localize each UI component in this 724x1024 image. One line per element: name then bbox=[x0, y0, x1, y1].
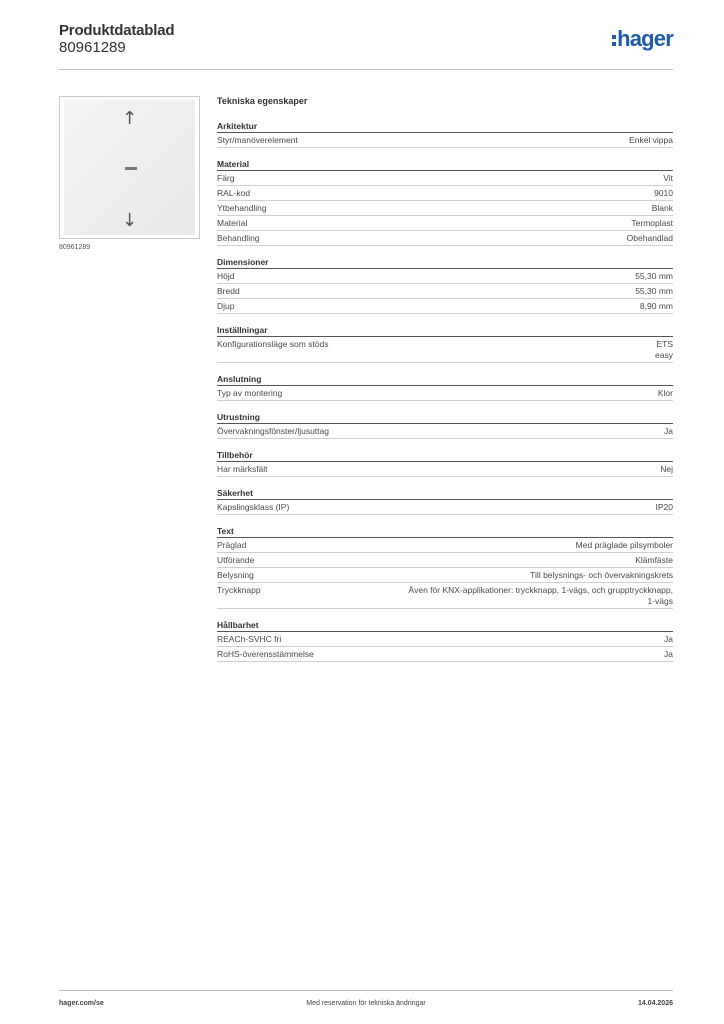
property-group bbox=[217, 618, 673, 662]
property-value bbox=[655, 339, 673, 361]
property-row bbox=[217, 299, 673, 314]
property-row bbox=[217, 424, 673, 439]
property-row bbox=[217, 500, 673, 515]
footer-website: hager.com/se bbox=[59, 1000, 104, 1007]
property-value bbox=[663, 173, 673, 184]
property-value-line: Klor bbox=[657, 387, 673, 398]
property-value-line: 8,90 mm bbox=[639, 300, 673, 311]
property-value bbox=[640, 301, 673, 312]
property-label: Behandling bbox=[217, 232, 260, 243]
arrow-down-icon: ↓ bbox=[121, 210, 138, 231]
property-value-line: Ja bbox=[664, 633, 673, 644]
property-label: Konfigurationsläge som stöds bbox=[217, 338, 329, 349]
property-row bbox=[217, 568, 673, 583]
property-label: Djup bbox=[217, 300, 235, 311]
footer-date: 14.04.2026 bbox=[637, 1000, 673, 1007]
group-title: Tillbehör bbox=[217, 448, 673, 462]
property-value-line: 9010 bbox=[654, 187, 673, 198]
arrow-up-icon: ↑ bbox=[121, 108, 138, 129]
property-value bbox=[654, 188, 673, 199]
page-header bbox=[59, 22, 673, 70]
property-value-line: Vit bbox=[663, 172, 673, 183]
technical-properties bbox=[217, 96, 673, 671]
group-title: Text bbox=[217, 524, 673, 538]
property-value-line: Även för KNX-applikationer: tryckknapp, 1-vägs, och grupptryckknapp, bbox=[408, 584, 673, 595]
property-group bbox=[217, 323, 673, 363]
property-row bbox=[217, 133, 673, 148]
property-row bbox=[217, 583, 673, 609]
property-label: Höjd bbox=[217, 270, 235, 281]
property-row bbox=[217, 186, 673, 201]
property-label: Tryckknapp bbox=[217, 584, 261, 595]
group-title: Inställningar bbox=[217, 323, 673, 337]
property-value bbox=[664, 634, 673, 645]
footer-disclaimer: Med reservation för tekniska ändringar bbox=[306, 1000, 426, 1007]
property-row bbox=[217, 231, 673, 246]
property-value bbox=[635, 271, 673, 282]
property-value bbox=[530, 570, 673, 581]
property-value-line: IP20 bbox=[655, 501, 673, 512]
property-value-line: Med präglade pilsymboler bbox=[575, 539, 673, 550]
property-row bbox=[217, 171, 673, 186]
dash-icon bbox=[125, 167, 137, 170]
property-label: REACh-SVHC fri bbox=[217, 633, 282, 644]
property-group bbox=[217, 119, 673, 148]
property-row bbox=[217, 216, 673, 231]
property-groups bbox=[217, 119, 673, 662]
property-value bbox=[660, 464, 673, 475]
property-value bbox=[658, 388, 673, 399]
property-value-line: Obehandlad bbox=[626, 232, 673, 243]
property-row bbox=[217, 553, 673, 568]
property-group bbox=[217, 372, 673, 401]
group-title: Anslutning bbox=[217, 372, 673, 386]
property-row bbox=[217, 201, 673, 216]
property-value-line: ETS bbox=[656, 338, 673, 349]
page-footer bbox=[59, 990, 673, 1007]
property-value bbox=[576, 540, 673, 551]
product-image bbox=[59, 96, 200, 239]
property-label: Material bbox=[217, 217, 248, 228]
group-title: Material bbox=[217, 157, 673, 171]
property-value-line: Blank bbox=[651, 202, 673, 213]
property-label: Färg bbox=[217, 172, 235, 183]
property-label: Bredd bbox=[217, 285, 240, 296]
property-value-line: 55,30 mm bbox=[635, 270, 673, 281]
property-label: RAL-kod bbox=[217, 187, 251, 198]
property-value bbox=[635, 555, 673, 566]
switch-rocker bbox=[64, 100, 195, 235]
property-value-line: 1-vägs bbox=[647, 595, 673, 606]
property-row bbox=[217, 632, 673, 647]
property-value-line: Nej bbox=[660, 463, 673, 474]
property-group bbox=[217, 157, 673, 246]
property-row bbox=[217, 284, 673, 299]
property-label: Styr/manöverelement bbox=[217, 134, 298, 145]
property-value bbox=[652, 203, 673, 214]
group-title: Hållbarhet bbox=[217, 618, 673, 632]
property-value-line: Ja bbox=[664, 648, 673, 659]
product-number: 80961289 bbox=[59, 39, 126, 56]
property-label: Kapslingsklass (IP) bbox=[217, 501, 290, 512]
group-title: Säkerhet bbox=[217, 486, 673, 500]
property-row bbox=[217, 538, 673, 553]
property-group bbox=[217, 410, 673, 439]
property-row bbox=[217, 647, 673, 662]
hager-logo bbox=[612, 28, 673, 50]
property-value-line: Enkel vippa bbox=[629, 134, 673, 145]
property-row bbox=[217, 337, 673, 363]
logo-text: hager bbox=[617, 26, 673, 51]
property-value bbox=[629, 135, 673, 146]
property-value-line: Ja bbox=[664, 425, 673, 436]
document-title: Produktdatablad bbox=[59, 22, 175, 39]
property-group bbox=[217, 524, 673, 609]
property-value bbox=[408, 585, 673, 607]
property-value-line: Till belysnings- och övervakningskrets bbox=[530, 569, 673, 580]
property-label: Belysning bbox=[217, 569, 254, 580]
property-row bbox=[217, 462, 673, 477]
property-label: Utförande bbox=[217, 554, 255, 565]
property-value bbox=[664, 649, 673, 660]
image-caption: 80961289 bbox=[59, 244, 91, 251]
property-label: Övervakningsfönster/ljusuttag bbox=[217, 425, 329, 436]
property-label: Präglad bbox=[217, 539, 247, 550]
property-value bbox=[627, 233, 673, 244]
logo-dots-icon bbox=[612, 35, 616, 46]
property-value-line: easy bbox=[655, 349, 673, 360]
property-label: Har märksfält bbox=[217, 463, 268, 474]
group-title: Dimensioner bbox=[217, 255, 673, 269]
property-row bbox=[217, 269, 673, 284]
property-label: RoHS-överensstämmelse bbox=[217, 648, 314, 659]
property-label: Ytbehandling bbox=[217, 202, 267, 213]
property-value-line: 55,30 mm bbox=[635, 285, 673, 296]
property-group bbox=[217, 486, 673, 515]
property-label: Typ av montering bbox=[217, 387, 283, 398]
property-value-line: Termoplast bbox=[631, 217, 673, 228]
property-row bbox=[217, 386, 673, 401]
property-value bbox=[631, 218, 673, 229]
property-value bbox=[656, 502, 674, 513]
property-value-line: Klämfäste bbox=[635, 554, 673, 565]
group-title: Arkitektur bbox=[217, 119, 673, 133]
property-group bbox=[217, 255, 673, 314]
section-title: Tekniska egenskaper bbox=[217, 96, 308, 106]
property-value bbox=[664, 426, 673, 437]
group-title: Utrustning bbox=[217, 410, 673, 424]
property-group bbox=[217, 448, 673, 477]
property-value bbox=[635, 286, 673, 297]
